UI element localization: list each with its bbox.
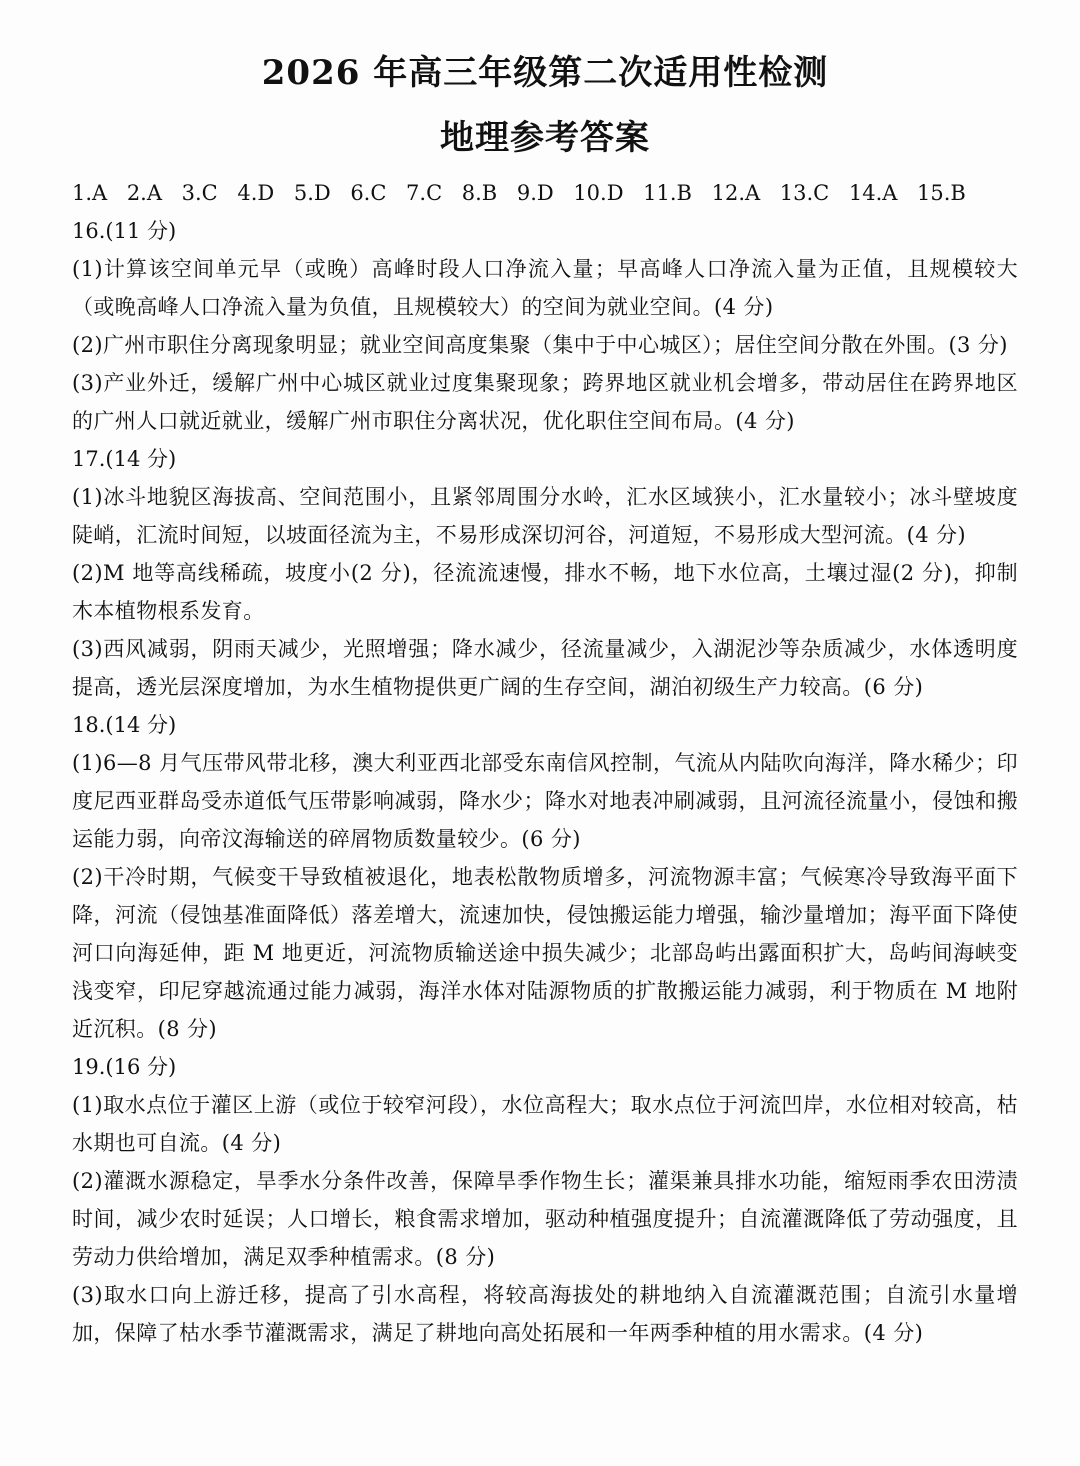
answer-paragraph: (1)冰斗地貌区海拔高、空间范围小，且紧邻周围分水岭，汇水区域狭小，汇水量较小；冰斗壁坡度陡峭，汇流时间短，以坡面径流为主，不易形成深切河谷，河道短，不易形成大型河流。(4 分): [72, 485, 1018, 547]
page-title: 2026 年高三年级第二次适用性检测: [261, 53, 829, 93]
choice-answer: 8.B: [461, 181, 498, 205]
question-heading: 16.(11 分): [72, 219, 177, 243]
answer-paragraph: (1)取水点位于灌区上游（或位于较窄河段），水位高程大；取水点位于河流凹岸，水位相对较高，枯水期也可自流。(4 分): [72, 1093, 1018, 1155]
answer-paragraph: (3)取水口向上游迁移，提高了引水高程，将较高海拔处的耕地纳入自流灌溉范围；自流引水量增加，保障了枯水季节灌溉需求，满足了耕地向高处拓展和一年两季种植的用水需求。(4 分): [72, 1283, 1018, 1345]
answer-paragraph: (3)产业外迁，缓解广州中心城区就业过度集聚现象；跨界地区就业机会增多，带动居住在跨界地区的广州人口就近就业，缓解广州市职住分离状况，优化职住空间布局。(4 分): [72, 371, 1018, 433]
choice-answer: 12.A: [711, 181, 761, 205]
answer-paragraph: (3)西风减弱，阴雨天减少，光照增强；降水减少，径流量减少，入湖泥沙等杂质减少，水体透明度提高，透光层深度增加，为水生植物提供更广阔的生存空间，湖泊初级生产力较高。(6 分): [72, 637, 1018, 699]
choice-answer: 11.B: [643, 181, 692, 205]
choice-answer: 15.B: [917, 181, 966, 205]
choice-answer: 6.C: [350, 181, 387, 205]
answer-paragraph: (1)6—8 月气压带风带北移，澳大利亚西北部受东南信风控制，气流从内陆吹向海洋，降水稀少；印度尼西亚群岛受赤道低气压带影响减弱，降水少；降水对地表冲刷减弱，且河流径流量小，侵蚀和搬运能力弱，向帝汶海输送的碎屑物质数量较少。(6 分): [72, 751, 1018, 851]
question-18: [72, 706, 1018, 1048]
question-heading: 18.(14 分): [72, 713, 177, 737]
choice-answer: 2.A: [126, 181, 163, 205]
choice-answer: 10.D: [573, 181, 624, 205]
answer-paragraph: (2)M 地等高线稀疏，坡度小(2 分)，径流流速慢，排水不畅，地下水位高，土壤过湿(2 分)，抑制木本植物根系发育。: [72, 561, 1018, 623]
question-heading: 17.(14 分): [72, 447, 177, 471]
choice-answer: 1.A: [72, 181, 108, 205]
choice-answer: 13.C: [779, 181, 830, 205]
question-16: [72, 212, 1018, 440]
question-17: [72, 440, 1018, 706]
choice-answer: 7.C: [406, 181, 443, 205]
question-heading: 19.(16 分): [72, 1055, 177, 1079]
choice-answer: 3.C: [181, 181, 218, 205]
answer-paragraph: (2)灌溉水源稳定，旱季水分条件改善，保障旱季作物生长；灌渠兼具排水功能，缩短雨季农田涝渍时间，减少农时延误；人口增长，粮食需求增加，驱动种植强度提升；自流灌溉降低了劳动强度，且劳动力供给增加，满足双季种植需求。(8 分): [72, 1169, 1018, 1269]
choice-answers-row: [72, 174, 1018, 212]
choice-answer: 5.D: [293, 181, 331, 205]
page-subtitle: 地理参考答案: [440, 118, 650, 158]
answer-paragraph: (2)干冷时期，气候变干导致植被退化，地表松散物质增多，河流物源丰富；气候寒冷导致海平面下降，河流（侵蚀基准面降低）落差增大，流速加快，侵蚀搬运能力增强，输沙量增加；海平面下降使河口向海延伸，距 M 地更近，河流物质输送途中损失减少；北部岛屿出露面积扩大，岛屿间海峡变浅变窄，印尼穿越流通过能力减弱，海洋水体对陆源物质的扩散搬运能力减弱，利于物质在 M 地附近沉积。(8 分): [72, 865, 1018, 1041]
question-19: [72, 1048, 1018, 1352]
choice-answer: 14.A: [848, 181, 898, 205]
answer-paragraph: (2)广州市职住分离现象明显；就业空间高度集聚（集中于中心城区）；居住空间分散在外围。(3 分): [72, 333, 1008, 357]
choice-answer: 4.D: [237, 181, 275, 205]
choice-answer: 9.D: [516, 181, 554, 205]
answer-paragraph: (1)计算该空间单元早（或晚）高峰时段人口净流入量；早高峰人口净流入量为正值，且规模较大（或晚高峰人口净流入量为负值，且规模较大）的空间为就业空间。(4 分): [72, 257, 1018, 319]
